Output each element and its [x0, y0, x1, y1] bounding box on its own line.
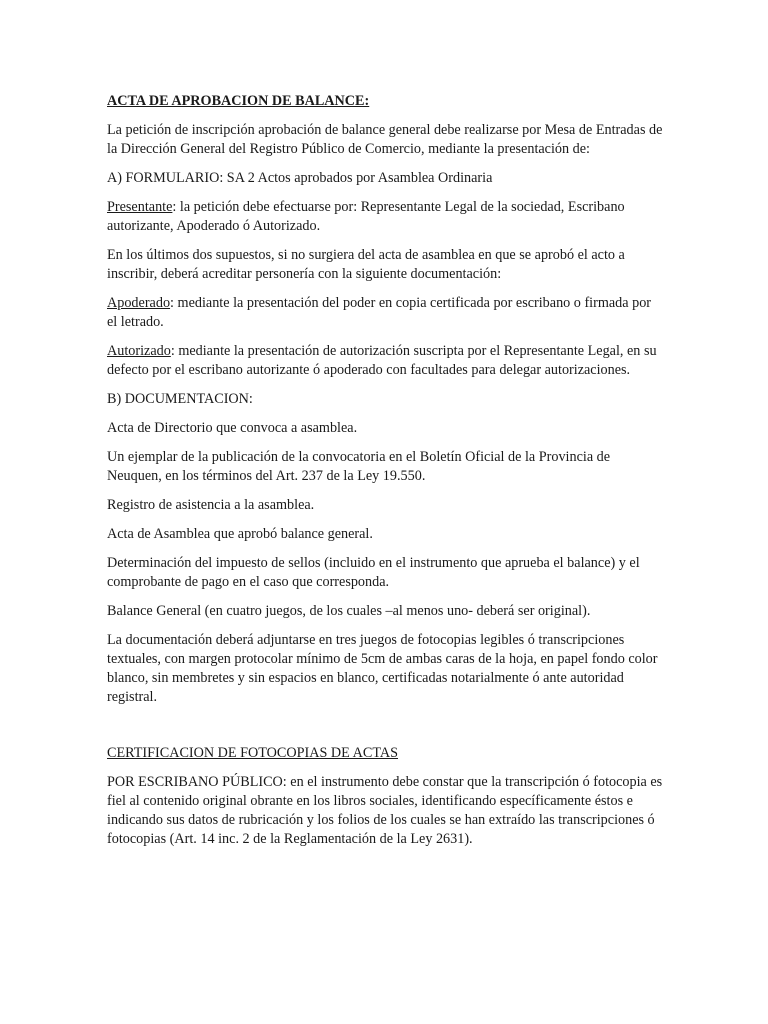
- apoderado-text: : mediante la presentación del poder en copia certificada por escribano o firmada por el letrado.: [107, 295, 652, 330]
- doc-item: Acta de Asamblea que aprobó balance general.: [107, 526, 373, 542]
- autorizado-term: Autorizado: [107, 343, 171, 359]
- section-a-heading: A) FORMULARIO: SA 2 Actos aprobados por Asamblea Ordinaria: [107, 170, 493, 186]
- certification-heading: CERTIFICACION DE FOTOCOPIAS DE ACTAS: [107, 745, 398, 761]
- doc-item: Balance General (en cuatro juegos, de los cuales –al menos uno- deberá ser original).: [107, 603, 591, 619]
- presentante-term: Presentante: [107, 199, 173, 215]
- presentante-text: : la petición debe efectuarse por: Representante Legal de la sociedad, Escribano autorizante, Apoderado ó Autorizado.: [107, 199, 625, 234]
- certification-paragraph: POR ESCRIBANO PÚBLICO: en el instrumento debe constar que la transcripción ó fotocopia es fiel al contenido original obrante en los libros sociales, identificando específicamente éstos e indicando sus datos de rubricación y los folios de los cuales se han extraído las transcripciones ó fotocopias (Art. 14 inc. 2 de la Reglamentación de la Ley 2631).: [107, 774, 663, 847]
- intro-paragraph: La petición de inscripción aprobación de balance general debe realizarse por Mesa de Entradas de la Dirección General del Registro Público de Comercio, mediante la presentación de:: [107, 122, 663, 157]
- section-b-heading: B) DOCUMENTACION:: [107, 391, 253, 407]
- apoderado-paragraph: [107, 294, 663, 332]
- doc-item: Un ejemplar de la publicación de la convocatoria en el Boletín Oficial de la Provincia de Neuquen, en los términos del Art. 237 de la Ley 19.550.: [107, 449, 611, 484]
- section-spacer: [107, 717, 663, 744]
- presentante-paragraph: [107, 198, 663, 236]
- doc-item: Acta de Directorio que convoca a asamblea.: [107, 420, 358, 436]
- autorizado-paragraph: [107, 342, 663, 380]
- supuestos-paragraph: En los últimos dos supuestos, si no surgiera del acta de asamblea en que se aprobó el acto a inscribir, deberá acreditar personería con la siguiente documentación:: [107, 247, 625, 282]
- doc-item: La documentación deberá adjuntarse en tres juegos de fotocopias legibles ó transcripciones textuales, con margen protocolar mínimo de 5cm de ambas caras de la hoja, en papel fondo color blanco, sin membretes y sin espacios en blanco, certificadas notarialmente ó ante autoridad registral.: [107, 632, 658, 705]
- autorizado-text: : mediante la presentación de autorización suscripta por el Representante Legal, en su defecto por el escribano autorizante ó apoderado con facultades para delegar autorizaciones.: [107, 343, 657, 378]
- doc-item: Determinación del impuesto de sellos (incluido en el instrumento que aprueba el balance) y el comprobante de pago en el caso que corresponda.: [107, 555, 640, 590]
- document-page: [107, 92, 663, 859]
- document-title: ACTA DE APROBACION DE BALANCE:: [107, 93, 370, 109]
- doc-item: Registro de asistencia a la asamblea.: [107, 497, 315, 513]
- apoderado-term: Apoderado: [107, 295, 171, 311]
